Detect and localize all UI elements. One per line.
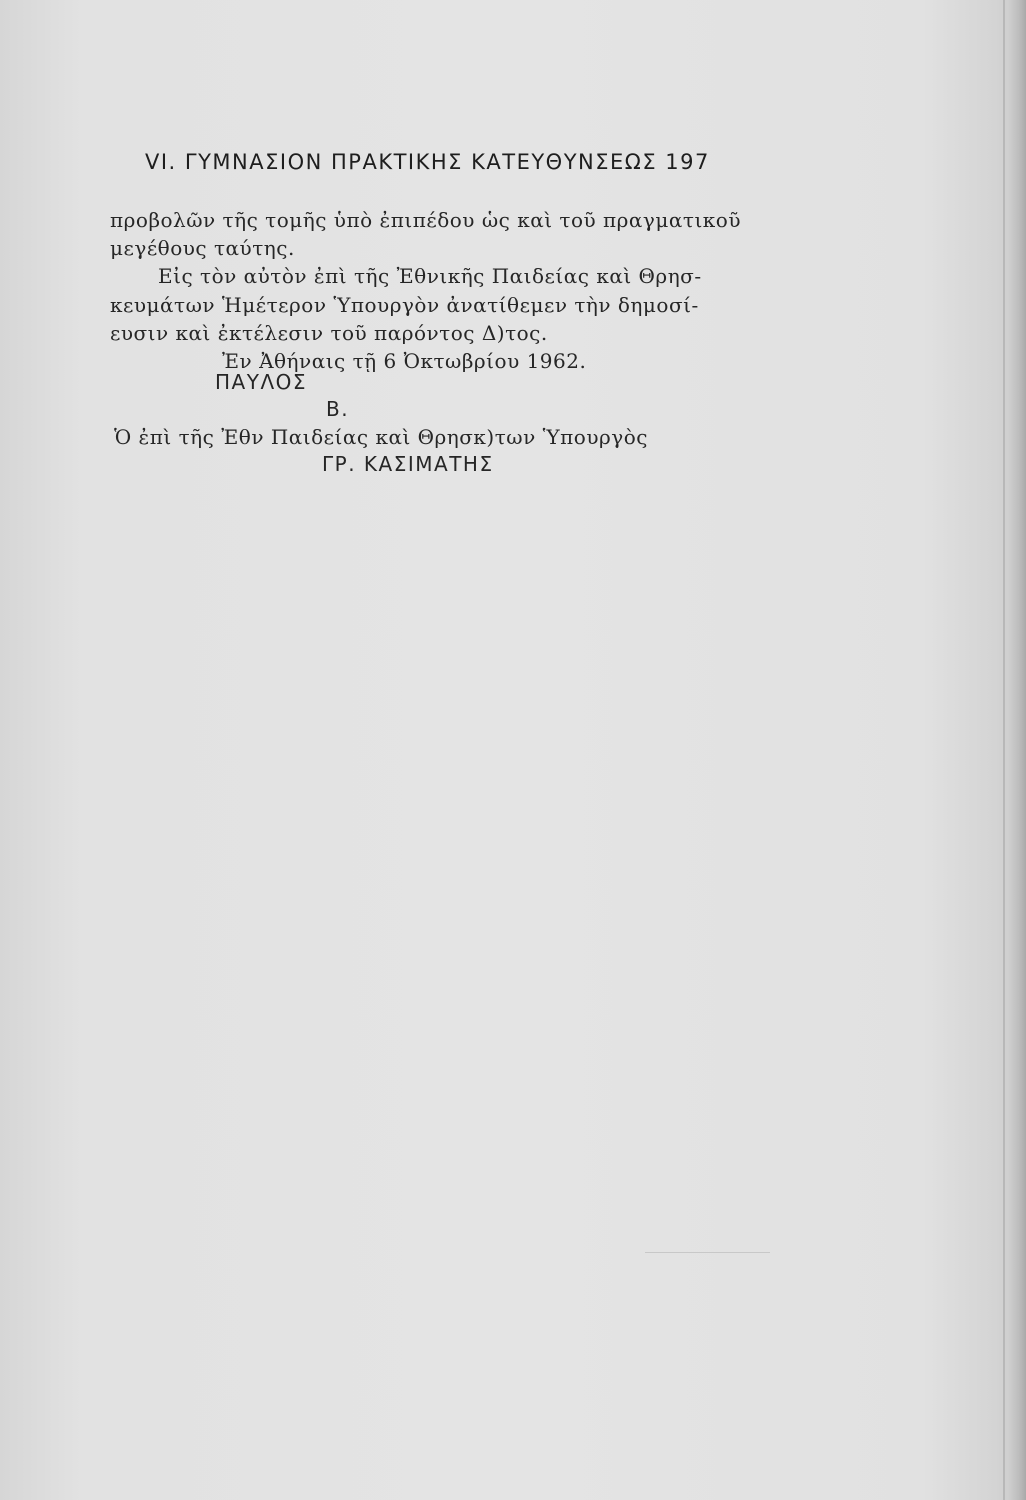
page-edge-shadow: [1008, 0, 1026, 1500]
body-line-4: κευμάτων Ἡμέτερον Ὑπουργὸν ἀνατίθεμεν τὴν δημοσί-: [110, 293, 699, 317]
minister-name: ΓΡ. ΚΑΣΙΜΑΤΗΣ: [322, 452, 494, 476]
king-signature: ΠΑΥΛΟΣ: [215, 370, 307, 394]
king-initial: Β.: [326, 397, 350, 421]
body-line-1: προβολῶν τῆς τομῆς ὑπὸ ἐπιπέδου ὡς καὶ τοῦ πραγματικοῦ: [110, 208, 741, 232]
running-head: VI. ΓΥΜΝΑΣΙΟΝ ΠΡΑΚΤΙΚΗΣ ΚΑΤΕΥΘΥΝΣΕΩΣ 197: [145, 150, 710, 174]
page-edge-line: [1003, 0, 1005, 1500]
minister-title: Ὁ ἐπὶ τῆς Ἐθν Παιδείας καὶ Θρησκ)των Ὑπουργὸς: [114, 425, 648, 449]
bleed-through-rule: [645, 1252, 770, 1253]
body-line-2: μεγέθους ταύτης.: [110, 236, 295, 260]
body-line-3: Εἰς τὸν αὐτὸν ἐπὶ τῆς Ἐθνικῆς Παιδείας καὶ Θρησ-: [158, 264, 702, 288]
body-line-5: ευσιν καὶ ἐκτέλεσιν τοῦ παρόντος Δ)τος.: [110, 321, 548, 345]
date-line: Ἐν Ἀθήναις τῇ 6 Ὀκτωβρίου 1962.: [222, 349, 587, 373]
